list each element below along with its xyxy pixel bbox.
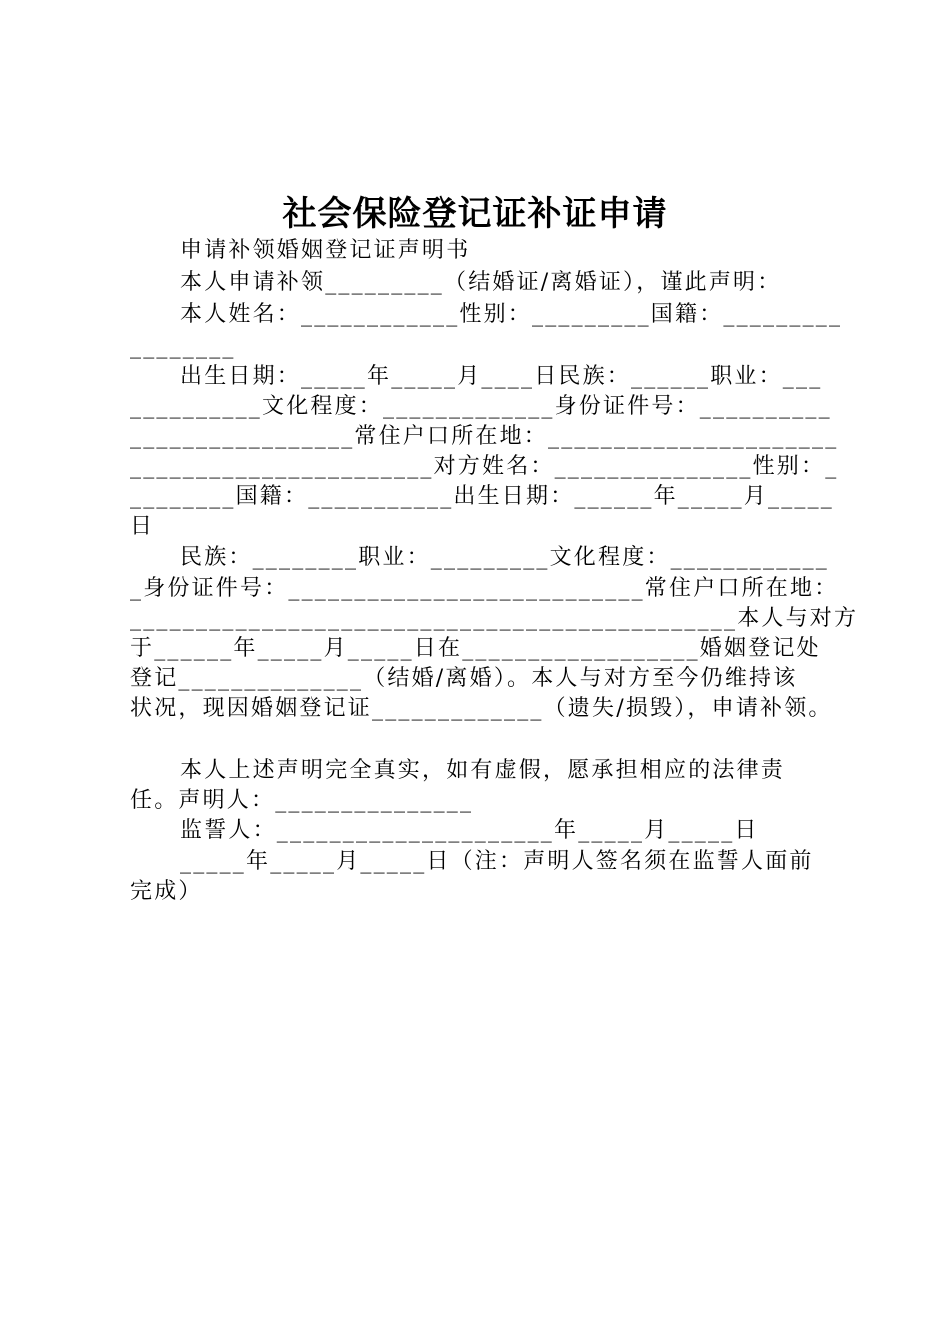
paragraph-line: 本人上述声明完全真实，如有虚假，愿承担相应的法律责 <box>180 758 786 783</box>
paragraph-line: 登记______________（结婚/离婚）。本人与对方至今仍维持该 <box>130 666 798 691</box>
paragraph-line: ______________________________________________本人与对方 <box>130 606 859 631</box>
witness-signature-line: 监誓人：_____________________年_____月_____日 <box>180 818 759 843</box>
paragraph-line: 出生日期：_____年_____月____日民族：______职业：___ <box>180 364 823 389</box>
paragraph-line: 本人申请补领_________（结婚证/离婚证），谨此声明： <box>180 270 782 295</box>
paragraph-line: 状况，现因婚姻登记证_____________（遗失/损毁），申请补领。 <box>130 696 833 721</box>
paragraph-line: __________文化程度：_____________身份证件号：__________ <box>130 394 832 419</box>
paragraph-line: _______________________对方姓名：_______________性别：_ <box>130 454 839 479</box>
paragraph-line: 民族：________职业：_________文化程度：____________ <box>180 545 830 570</box>
declarant-signature-line: 任。声明人：_______________ <box>130 788 474 813</box>
paragraph-line: ________国籍：___________出生日期：______年_____月_____ <box>130 484 835 509</box>
note-line: _____年_____月_____日（注：声明人签名须在监誓人面前 <box>180 849 814 874</box>
paragraph-line: _________________常住户口所在地：______________________ <box>130 424 839 449</box>
note-line: 完成） <box>130 879 203 904</box>
paragraph-line: _身份证件号：___________________________常住户口所在地： <box>130 576 839 601</box>
document-title: 社会保险登记证补证申请 <box>282 194 668 234</box>
paragraph-line: 日 <box>130 514 155 539</box>
declaration-heading: 申请补领婚姻登记证声明书 <box>180 238 471 263</box>
paragraph-line: 于______年_____月_____日在__________________婚姻登记处 <box>130 636 821 661</box>
paragraph-line: 本人姓名：____________性别：_________国籍：_________ <box>180 302 843 327</box>
paragraph-line: ________ <box>130 334 236 359</box>
